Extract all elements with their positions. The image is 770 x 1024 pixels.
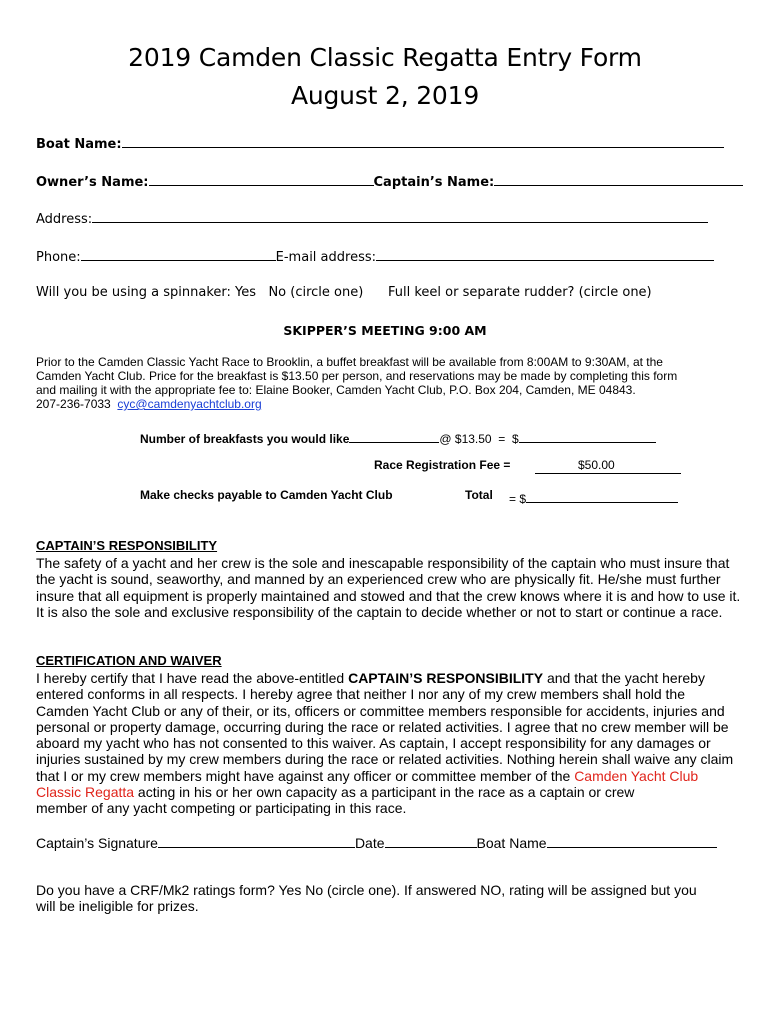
form-title: 2019 Camden Classic Regatta Entry Form: [128, 43, 642, 72]
waiver-red-ref: Camden Yacht Club: [574, 767, 699, 784]
responsibility-line: It is also the sole and exclusive responsibility of the captain to decide whether or not to start or continue a race.: [36, 603, 723, 620]
waiver-line-text: and that the yacht hereby: [543, 670, 705, 686]
address-line[interactable]: [92, 208, 708, 223]
captain-signature-label: Captain’s Signature: [36, 835, 158, 851]
waiver-text: [36, 670, 733, 817]
meeting-contact-line: [36, 398, 262, 411]
waiver-line: injuries sustained by my crew members during the race or related activities. Nothing herein shall waive any claim: [36, 751, 734, 768]
phone-line[interactable]: [81, 246, 276, 261]
waiver-line-text: that I or my crew members might have against any officer or committee member of the: [36, 767, 575, 784]
address-field: [36, 208, 708, 229]
waiver-line: [36, 768, 733, 784]
captains-name-line[interactable]: [494, 171, 743, 186]
spinnaker-question: Will you be using a spinnaker: Yes No (circle one): [36, 285, 364, 300]
ratings-question: [36, 882, 697, 915]
boat-name-label: Boat Name:: [36, 137, 122, 152]
signature-row: [36, 833, 717, 851]
boat-name-line[interactable]: [122, 133, 724, 148]
phone-email-field: [36, 246, 714, 267]
signature-boat-label: Boat Name: [476, 835, 547, 851]
responsibility-text: [36, 555, 740, 620]
breakfasts-count-line[interactable]: [349, 429, 439, 443]
club-email-link[interactable]: cyc@camdenyachtclub.org: [117, 397, 262, 411]
ratings-line: Do you have a CRF/Mk2 ratings form? Yes No (circle one). If answered NO, rating will be assigned but you: [36, 882, 697, 898]
waiver-line: entered conforms in all respects. I hereby agree that neither I nor any of my crew members shall hold the: [36, 686, 685, 703]
waiver-line: Camden Yacht Club or any of their, or its, officers or committee members responsible for accidents, injuries and: [36, 702, 725, 719]
waiver-line: [36, 784, 733, 800]
meeting-text-line: Camden Yacht Club. Price for the breakfast is $13.50 per person, and reservations may be made by completing this form: [36, 369, 678, 383]
signature-boat-line[interactable]: [547, 833, 717, 848]
owners-name-label: Owner’s Name:: [36, 175, 149, 190]
meeting-text-line: and mailing it with the appropriate fee to: Elaine Booker, Camden Yacht Club, P.O. Box 204, Camden, ME 04843.: [36, 383, 636, 397]
waiver-line: aboard my yacht who has not consented to this waiver. As captain, I accept responsibility for any damages or: [36, 735, 711, 752]
skippers-meeting-heading: SKIPPER’S MEETING 9:00 AM: [283, 323, 487, 338]
breakfasts-label: Number of breakfasts you would like: [140, 432, 350, 446]
total-label: Total: [465, 488, 493, 502]
responsibility-line: insure that all equipment is properly maintained and stowed and that the crew knows where it is and how to use it.: [36, 587, 741, 604]
waiver-heading: CERTIFICATION AND WAIVER: [36, 653, 222, 668]
date-label: Date: [354, 835, 385, 851]
owner-captain-field: [36, 171, 743, 192]
phone-label: Phone:: [36, 250, 81, 265]
registration-fee-line: [535, 459, 681, 474]
registration-fee-value: $50.00: [578, 458, 615, 472]
responsibility-line: the yacht is sound, seaworthy, and manned by an experienced crew who are physically fit. He/she must further: [36, 571, 721, 588]
date-line[interactable]: [385, 833, 477, 848]
total-row: [509, 489, 678, 506]
waiver-line-text: acting in his or her own capacity as a participant in the race as a captain or crew: [134, 784, 635, 801]
waiver-line: member of any yacht competing or participating in this race.: [36, 800, 407, 817]
keel-question: Full keel or separate rudder? (circle one): [388, 285, 652, 300]
waiver-line-text: I hereby certify that I have read the above-entitled: [36, 670, 349, 686]
ratings-line: will be ineligible for prizes.: [36, 898, 199, 915]
email-line[interactable]: [376, 246, 714, 261]
total-amount-line[interactable]: [526, 489, 678, 503]
captain-signature-line[interactable]: [158, 833, 355, 848]
waiver-red-ref: Classic Regatta: [36, 784, 135, 801]
waiver-line: [36, 670, 733, 686]
breakfasts-price: @ $13.50 = $: [439, 432, 519, 446]
checks-payable-label: Make checks payable to Camden Yacht Club: [140, 488, 393, 502]
captains-name-label: Captain’s Name:: [373, 175, 495, 190]
registration-fee-label: Race Registration Fee =: [374, 458, 511, 472]
total-eq: = $: [509, 492, 527, 506]
waiver-line: personal or property damage, occurring during the race or related activities. I agree that no crew member will be: [36, 718, 729, 735]
meeting-text-line: Prior to the Camden Classic Yacht Race to Brooklin, a buffet breakfast will be available from 8:00AM to 9:30AM, at the: [36, 355, 663, 369]
waiver-bold-ref: CAPTAIN’S RESPONSIBILITY: [348, 670, 544, 686]
responsibility-heading: CAPTAIN’S RESPONSIBILITY: [36, 538, 218, 553]
form-date: August 2, 2019: [290, 81, 480, 110]
club-phone: 207-236-7033: [36, 397, 111, 411]
breakfasts-row: [140, 429, 656, 446]
responsibility-line: The safety of a yacht and her crew is the sole and inescapable responsibility of the captain who must insure that: [36, 555, 730, 571]
owners-name-line[interactable]: [149, 171, 374, 186]
email-label: E-mail address:: [275, 250, 376, 265]
breakfasts-amount-line[interactable]: [519, 429, 656, 443]
address-label: Address:: [36, 212, 93, 227]
boat-name-field: [36, 133, 724, 154]
